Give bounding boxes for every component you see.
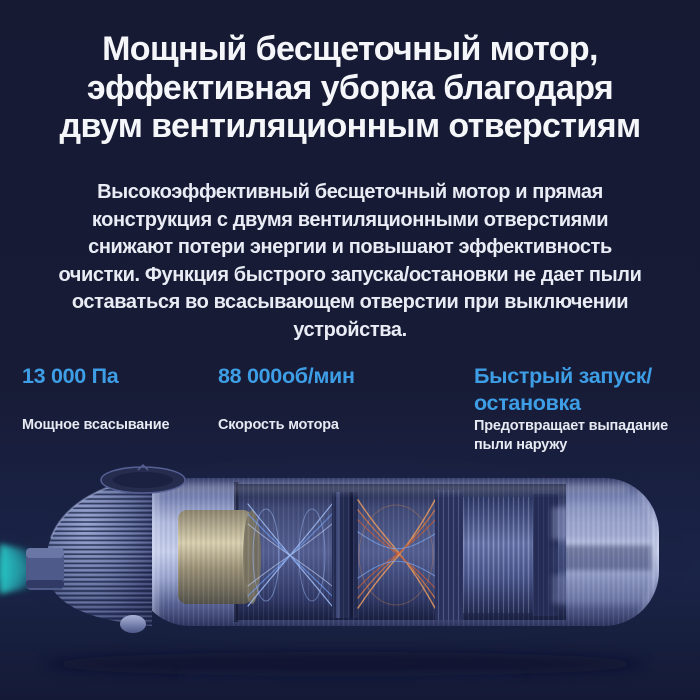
spec-quick-start-value: Быстрый запуск/ остановка [474,364,652,415]
product-image [0,452,700,700]
vacuum-body [135,478,659,626]
bottom-latch [120,615,146,633]
spec-motor-speed-label: Скорость мотора [218,417,339,433]
power-button [101,465,185,493]
glass-highlight [150,483,630,493]
spec-motor-speed [218,363,463,435]
suction-nozzle [26,548,64,590]
spec-suction-value: 13 000 Па [22,364,119,388]
headline: Мощный бесщеточный мотор, эффективная уборка благодаря двум вентиляционным отверстиям [59,30,641,145]
product-shadow [45,652,645,678]
spec-suction [22,363,207,435]
description-text: Высокоэффективный бесщеточный мотор и прямая конструкция с двумя вентиляционными отверстиями снижают потери энергии и повышают эффективность очистки. Функция быстрого запуска/остановки не дает пыли оставаться во всасывающем отверстии при выключении устройства. [58,181,642,341]
spec-motor-speed-value: 88 000об/мин [218,364,355,388]
spec-quick-start-label: Предотвращает выпадание пыли наружу [474,418,668,453]
spec-quick-start [474,363,690,455]
spec-suction-label: Мощное всасывание [22,417,170,433]
